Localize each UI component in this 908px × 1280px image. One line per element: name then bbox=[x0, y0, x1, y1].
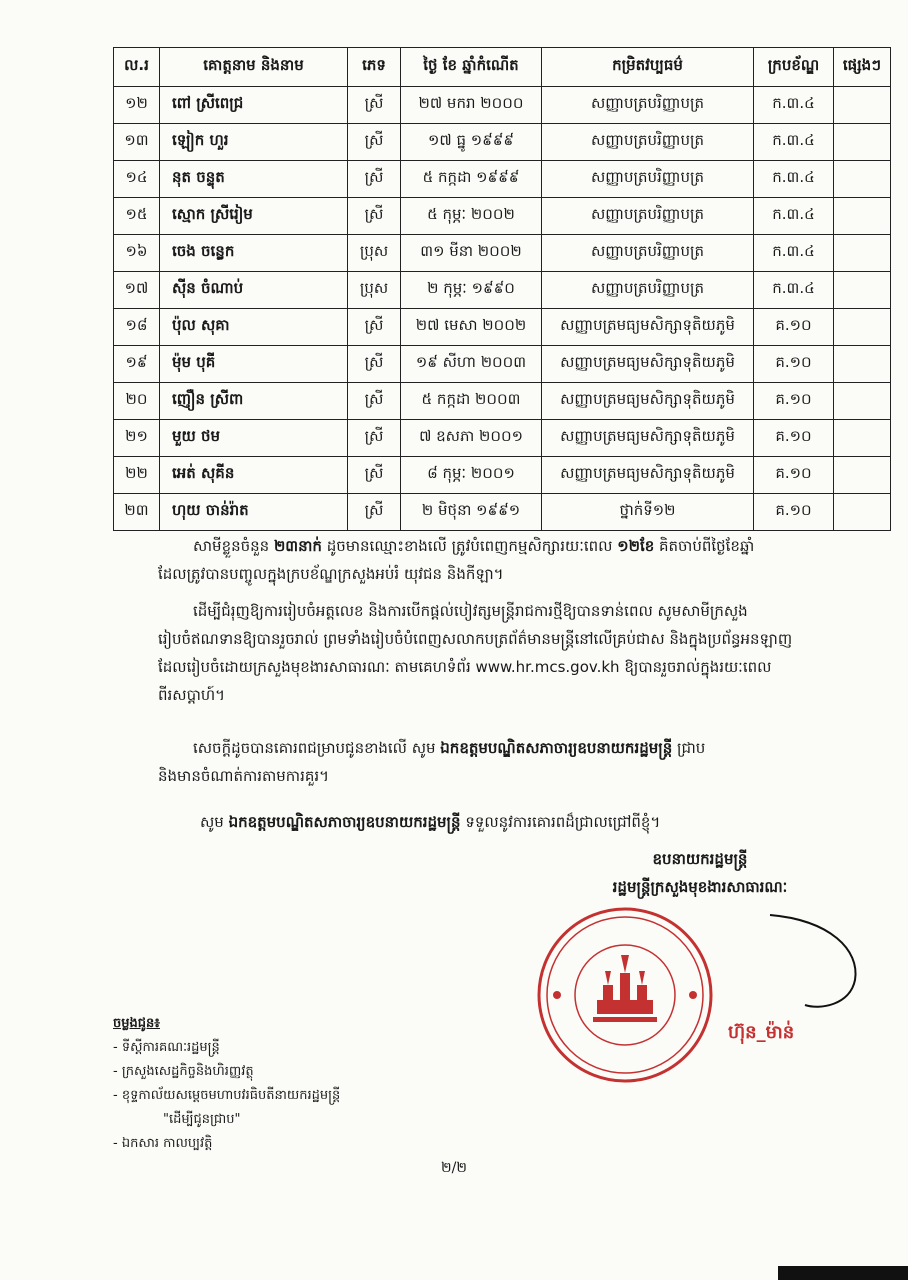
signatory-name: ហ៊ុន_ម៉ាន់ bbox=[728, 1022, 795, 1043]
paragraph1-text-a: សាមីខ្លួនចំនួន bbox=[193, 537, 274, 555]
cell-other bbox=[834, 346, 891, 383]
cell-no: ២១ bbox=[114, 420, 160, 457]
cell-name: ប៉ុល សុគា bbox=[160, 309, 348, 346]
cell-other bbox=[834, 457, 891, 494]
cell-dob: ២៧ មេសា ២០០២ bbox=[401, 309, 542, 346]
cell-no: ១៨ bbox=[114, 309, 160, 346]
table-row bbox=[114, 383, 891, 420]
paragraph-instructions bbox=[158, 597, 860, 709]
cell-name: អេត់ សុគីន bbox=[160, 457, 348, 494]
cell-edu: សញ្ញាបត្របរិញ្ញាបត្រ bbox=[542, 198, 754, 235]
cell-name: ឡៀក ហួរ bbox=[160, 124, 348, 161]
table-row bbox=[114, 161, 891, 198]
training-duration: ១២ខែ bbox=[617, 537, 655, 555]
table-row bbox=[114, 124, 891, 161]
cell-dob: ១៩ សីហា ២០០៣ bbox=[401, 346, 542, 383]
cell-frame: គ.១០ bbox=[754, 383, 834, 420]
cell-dob: ៥ កក្កដា ១៩៩៩ bbox=[401, 161, 542, 198]
cell-frame: គ.១០ bbox=[754, 346, 834, 383]
cell-sex: ស្រី bbox=[348, 383, 401, 420]
table-row bbox=[114, 420, 891, 457]
cell-edu: សញ្ញាបត្របរិញ្ញាបត្រ bbox=[542, 87, 754, 124]
cell-edu: សញ្ញាបត្របរិញ្ញាបត្រ bbox=[542, 272, 754, 309]
cell-other bbox=[834, 235, 891, 272]
cell-sex: ស្រី bbox=[348, 309, 401, 346]
cell-no: ១២ bbox=[114, 87, 160, 124]
cell-other bbox=[834, 161, 891, 198]
scan-corner-mark bbox=[778, 1266, 908, 1280]
cell-sex: ស្រី bbox=[348, 87, 401, 124]
cell-name: ចេង ចន្ធេ្លក bbox=[160, 235, 348, 272]
header-name: គោត្តនាម និងនាម bbox=[160, 48, 348, 87]
header-sex: ភេទ bbox=[348, 48, 401, 87]
page-number: ២/២ bbox=[441, 1160, 467, 1176]
cell-frame: ក.៣.៤ bbox=[754, 235, 834, 272]
recipient-note: "ដើម្បីជូនជ្រាប" bbox=[163, 1112, 241, 1127]
cell-edu: សញ្ញាបត្របរិញ្ញាបត្រ bbox=[542, 124, 754, 161]
cell-edu: សញ្ញាបត្របរិញ្ញាបត្រ bbox=[542, 161, 754, 198]
cell-other bbox=[834, 309, 891, 346]
closing-line bbox=[200, 808, 860, 836]
cell-edu: សញ្ញាបត្របរិញ្ញាបត្រ bbox=[542, 235, 754, 272]
recipient-item: - ទីស្តីការគណៈរដ្ឋមន្ត្រី bbox=[113, 1040, 220, 1055]
cell-edu: សញ្ញាបត្រមធ្យមសិក្សាទុតិយភូមិ bbox=[542, 346, 754, 383]
cell-no: ១៥ bbox=[114, 198, 160, 235]
cell-edu: សញ្ញាបត្រមធ្យមសិក្សាទុតិយភូមិ bbox=[542, 383, 754, 420]
cell-dob: ៥ កក្កដា ២០០៣ bbox=[401, 383, 542, 420]
recipients-heading: ចម្លងជូន៖ bbox=[113, 1016, 160, 1031]
table-row bbox=[114, 272, 891, 309]
cell-no: ២០ bbox=[114, 383, 160, 420]
cell-no: ២៣ bbox=[114, 494, 160, 531]
cell-sex: ស្រី bbox=[348, 161, 401, 198]
cell-dob: ២ មិថុនា ១៩៩១ bbox=[401, 494, 542, 531]
paragraph3-text-a: សេចក្តីដូចបានគោរពជម្រាបជូនខាងលើ សូម bbox=[193, 739, 441, 757]
cell-dob: ៨ កុម្ភៈ ២០០១ bbox=[401, 457, 542, 494]
header-education: កម្រិតវប្បធម៌ bbox=[542, 48, 754, 87]
paragraph3-addressee: ឯកឧត្តមបណ្ឌិតសភាចារ្យឧបនាយករដ្ឋមន្ត្រី bbox=[440, 739, 673, 757]
cell-other bbox=[834, 272, 891, 309]
paragraph2-line3b: ឱ្យបានរួចរាល់ក្នុងរយៈពេល bbox=[619, 658, 772, 676]
cell-sex: ប្រុស bbox=[348, 235, 401, 272]
header-no: ល.រ bbox=[114, 48, 160, 87]
cell-frame: គ.១០ bbox=[754, 457, 834, 494]
cell-no: ១៧ bbox=[114, 272, 160, 309]
table-row bbox=[114, 494, 891, 531]
signature-title-minister: រដ្ឋមន្ត្រីក្រសួងមុខងារសាធារណៈ bbox=[612, 878, 788, 896]
signature-title-deputy-pm: ឧបនាយករដ្ឋមន្ត្រី bbox=[652, 850, 748, 868]
table-row bbox=[114, 87, 891, 124]
cell-frame: ក.៣.៤ bbox=[754, 124, 834, 161]
paragraph3-text-b: ជ្រាប bbox=[672, 739, 706, 757]
cell-no: ១៤ bbox=[114, 161, 160, 198]
cell-no: ១៩ bbox=[114, 346, 160, 383]
cell-dob: ៧ ឧសភា ២០០១ bbox=[401, 420, 542, 457]
table-header-row bbox=[114, 48, 891, 87]
trainee-count: ២៣នាក់ bbox=[273, 537, 322, 555]
cell-frame: គ.១០ bbox=[754, 420, 834, 457]
cell-other bbox=[834, 198, 891, 235]
closing-text-b: ទទួលនូវការគោរពដ៏ជ្រាលជ្រៅពីខ្ញុំ។ bbox=[460, 813, 661, 831]
recipients-list bbox=[113, 1012, 340, 1156]
cell-dob: ១៧ ធ្នូ ១៩៩៩ bbox=[401, 124, 542, 161]
cell-sex: ប្រុស bbox=[348, 272, 401, 309]
staff-table bbox=[113, 47, 891, 531]
cell-other bbox=[834, 124, 891, 161]
cell-other bbox=[834, 494, 891, 531]
cell-edu: សញ្ញាបត្រមធ្យមសិក្សាទុតិយភូមិ bbox=[542, 457, 754, 494]
paragraph1-line2: ដែលត្រូវបានបញ្ចូលក្នុងក្របខ័ណ្ឌក្រសួងអប់រំ យុវជន និងកីឡា។ bbox=[158, 565, 504, 583]
paragraph2-line2: រៀបចំឥណទានឱ្យបានរួចរាល់ ព្រមទាំងរៀបចំបំពេញសលាកបត្រព័ត៌មានមន្ត្រីនៅលើគ្រប់ជាស និងក្នុងប្រព័ន្ធអនឡាញ bbox=[158, 630, 793, 648]
paragraph-trainees bbox=[158, 532, 860, 588]
cell-edu: សញ្ញាបត្រមធ្យមសិក្សាទុតិយភូមិ bbox=[542, 309, 754, 346]
table-row bbox=[114, 198, 891, 235]
cell-sex: ស្រី bbox=[348, 420, 401, 457]
paragraph2-line1: ដើម្បីជំរុញឱ្យការរៀបចំអត្តលេខ និងការបើកផ្តល់បៀវត្សមន្ត្រីរាជការថ្មីឱ្យបានទាន់ពេល សូមសាមីក្រសួង bbox=[193, 602, 748, 620]
cell-other bbox=[834, 420, 891, 457]
header-other: ផ្សេងៗ bbox=[834, 48, 891, 87]
cell-no: ២២ bbox=[114, 457, 160, 494]
table-row bbox=[114, 309, 891, 346]
cell-sex: ស្រី bbox=[348, 198, 401, 235]
cell-frame: ក.៣.៤ bbox=[754, 198, 834, 235]
paragraph2-line3a: ដែលរៀបចំដោយក្រសួងមុខងារសាធារណៈ តាមគេហទំព័រ bbox=[158, 658, 476, 676]
cell-no: ១៣ bbox=[114, 124, 160, 161]
paragraph1-text-b: ដូចមានឈ្មោះខាងលើ ត្រូវបំពេញកម្មសិក្សារយៈពេល bbox=[321, 537, 618, 555]
closing-addressee: ឯកឧត្តមបណ្ឌិតសភាចារ្យឧបនាយករដ្ឋមន្ត្រី bbox=[228, 813, 461, 831]
cell-other bbox=[834, 383, 891, 420]
signature-block bbox=[540, 845, 860, 901]
cell-sex: ស្រី bbox=[348, 124, 401, 161]
cell-sex: ស្រី bbox=[348, 346, 401, 383]
cell-other bbox=[834, 87, 891, 124]
cell-name: ម៉ុម បុគី bbox=[160, 346, 348, 383]
hr-website-link[interactable]: www.hr.mcs.gov.kh bbox=[475, 658, 620, 676]
cell-frame: គ.១០ bbox=[754, 494, 834, 531]
recipient-item: - ក្រសួងសេដ្ឋកិច្ចនិងហិរញ្ញវត្ថុ bbox=[113, 1064, 254, 1079]
cell-name: ញឿន ស្រីពា bbox=[160, 383, 348, 420]
cell-dob: ២៧ មករា ២០០០ bbox=[401, 87, 542, 124]
cell-name: មួយ ថម bbox=[160, 420, 348, 457]
header-dob: ថ្ងៃ ខែ ឆ្នាំកំណើត bbox=[401, 48, 542, 87]
paragraph2-line4: ពីរសប្តាហ៍។ bbox=[158, 686, 226, 704]
signature-stroke-icon bbox=[760, 905, 870, 1015]
cell-edu: ថ្នាក់ទី១២ bbox=[542, 494, 754, 531]
paragraph1-text-c: គិតចាប់ពីថ្ងៃខែឆ្នាំ bbox=[654, 537, 755, 555]
table-row bbox=[114, 457, 891, 494]
cell-sex: ស្រី bbox=[348, 457, 401, 494]
ministry-seal-icon bbox=[535, 905, 715, 1085]
cell-no: ១៦ bbox=[114, 235, 160, 272]
cell-dob: ៣១ មីនា ២០០២ bbox=[401, 235, 542, 272]
table-row bbox=[114, 235, 891, 272]
cell-edu: សញ្ញាបត្រមធ្យមសិក្សាទុតិយភូមិ bbox=[542, 420, 754, 457]
cell-frame: ក.៣.៤ bbox=[754, 272, 834, 309]
cell-name: ស្មោក ស្រីរៀម bbox=[160, 198, 348, 235]
cell-frame: ក.៣.៤ bbox=[754, 87, 834, 124]
cell-name: ហុយ ចាន់រ៉ាត bbox=[160, 494, 348, 531]
paragraph-request bbox=[158, 734, 860, 790]
cell-name: ស៊ីន ចំណាប់ bbox=[160, 272, 348, 309]
cell-frame: ក.៣.៤ bbox=[754, 161, 834, 198]
recipient-item: - ខុទ្ទកាល័យសម្តេចមហាបវរធិបតីនាយករដ្ឋមន្ត្រី bbox=[113, 1088, 341, 1103]
cell-name: នុត ចន្ទុត bbox=[160, 161, 348, 198]
closing-text-a: សូម bbox=[200, 813, 229, 831]
cell-dob: ៥ កុម្ភៈ ២០០២ bbox=[401, 198, 542, 235]
cell-frame: គ.១០ bbox=[754, 309, 834, 346]
cell-sex: ស្រី bbox=[348, 494, 401, 531]
table-row bbox=[114, 346, 891, 383]
header-frame: ក្របខ័ណ្ឌ bbox=[754, 48, 834, 87]
cell-name: ពៅ ស្រីពេជ្រ bbox=[160, 87, 348, 124]
paragraph3-line2: និងមានចំណាត់ការតាមការគួរ។ bbox=[158, 767, 330, 785]
recipient-item: - ឯកសារ កាលប្បវត្តិ bbox=[113, 1136, 213, 1151]
cell-dob: ២ កុម្ភៈ ១៩៩០ bbox=[401, 272, 542, 309]
